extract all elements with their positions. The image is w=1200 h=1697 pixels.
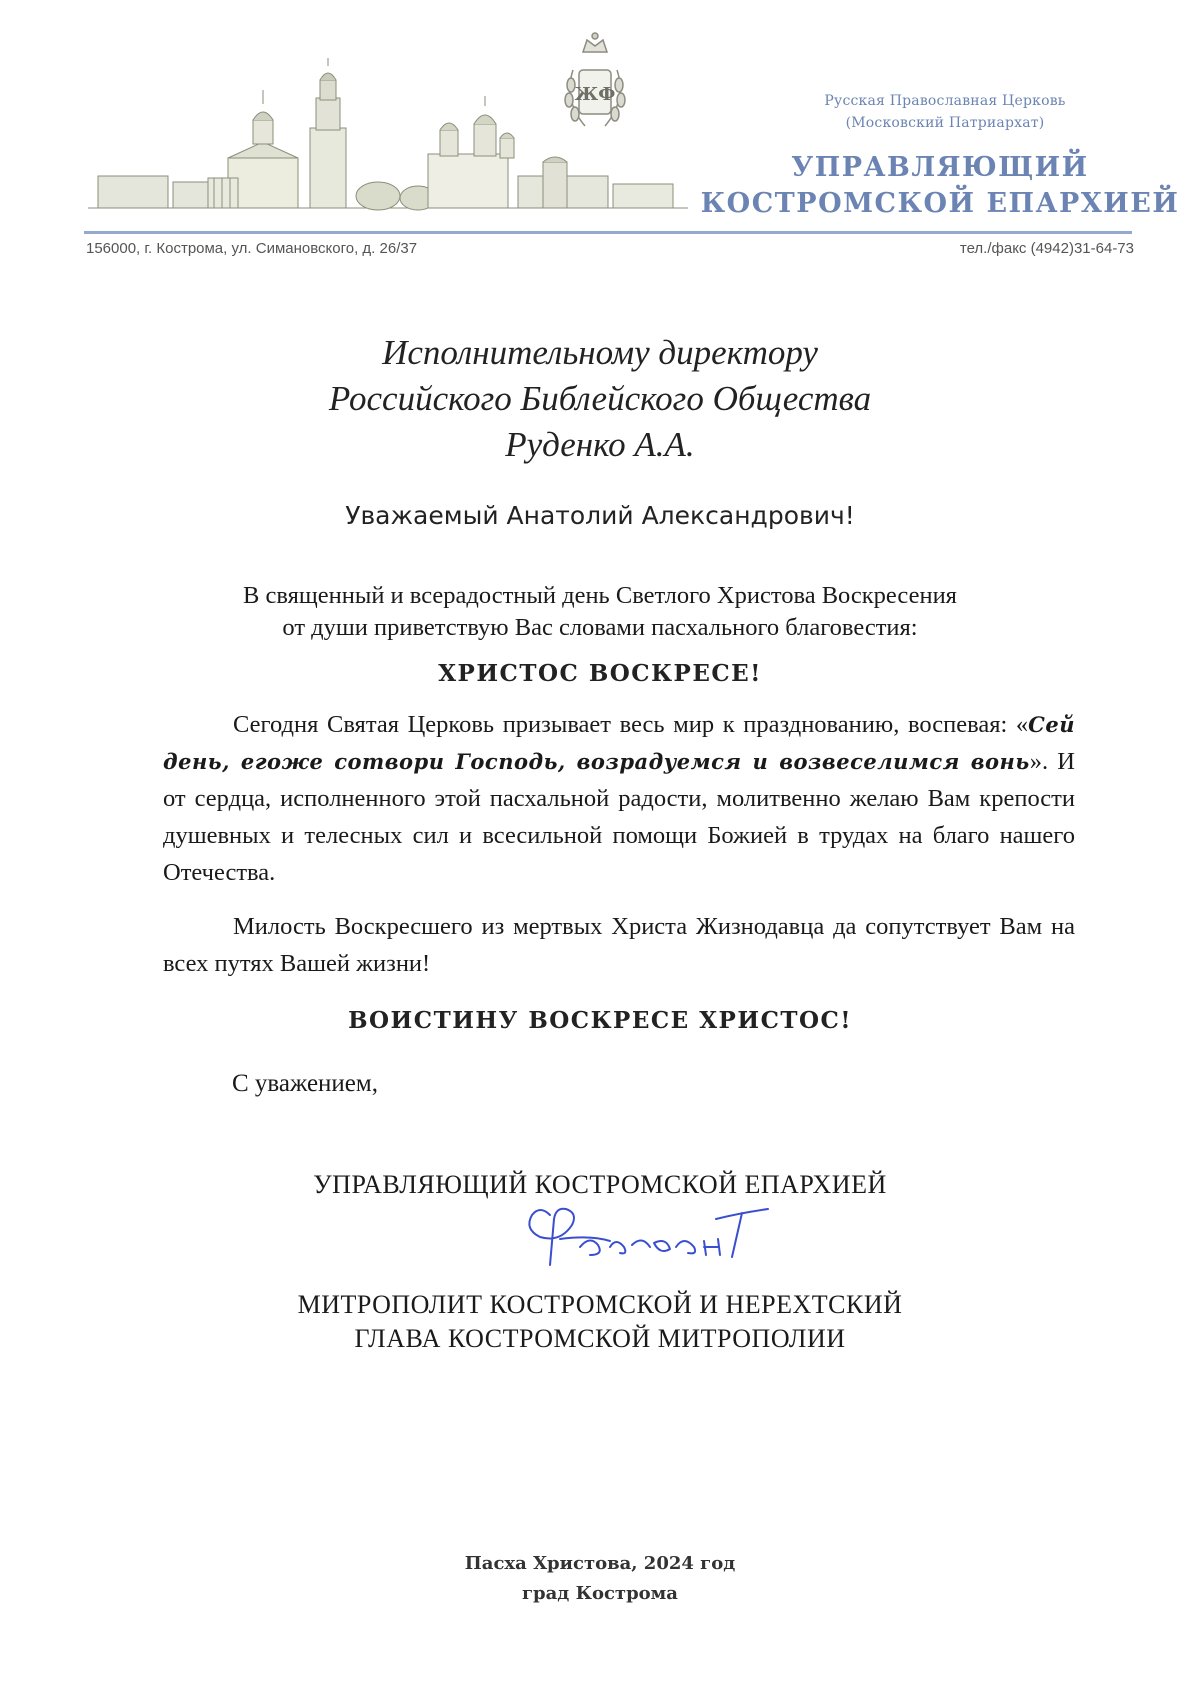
greeting-line1: В священный и всерадостный день Светлого Христова Воскресения <box>243 582 957 609</box>
addressee-block <box>0 330 1200 468</box>
paragraph-blessing-text: Милость Воскресшего из мертвых Христа Жизнодавца да сопутствует Вам на всех путях Вашей жизни! <box>163 913 1075 977</box>
church-name <box>795 90 1095 134</box>
letter-footer <box>0 1549 1200 1609</box>
letterhead-title-line2: КОСТРОМСКОЙ ЕПАРХИЕЙ <box>700 188 1180 219</box>
paragraph-celebration <box>163 706 1075 891</box>
footer-date: Пасха Христова, 2024 год <box>464 1553 736 1574</box>
letterhead-title-line1: УПРАВЛЯЮЩИЙ <box>791 152 1089 183</box>
paragraph-blessing <box>163 908 1075 982</box>
signatory-title: УПРАВЛЯЮЩИЙ КОСТРОМСКОЙ ЕПАРХИЕЙ <box>313 1170 887 1199</box>
emblem-monogram: ЖФ <box>574 84 616 105</box>
church-name-line1: Русская Православная Церковь <box>824 93 1066 109</box>
footer-place: град Кострома <box>522 1583 678 1604</box>
letterhead-phone: тел./факс (4942)31-64-73 <box>959 240 1134 257</box>
paschal-response: ВОИСТИНУ ВОСКРЕСЕ ХРИСТОС! <box>348 1007 852 1034</box>
church-name-line2: (Московский Патриархат) <box>845 115 1045 131</box>
addressee-line1: Исполнительному директору <box>382 333 818 372</box>
salutation: Уважаемый Анатолий Александрович! <box>345 501 855 530</box>
closing-phrase: С уважением, <box>232 1070 378 1097</box>
signatory-rank <box>0 1288 1200 1356</box>
signatory-rank-line2: ГЛАВА КОСТРОМСКОЙ МИТРОПОЛИИ <box>354 1324 846 1353</box>
greeting-line2: от души приветствую Вас словами пасхального благовестия: <box>282 614 918 641</box>
paschal-exclamation: ХРИСТОС ВОСКРЕСЕ! <box>438 660 762 687</box>
paragraph-celebration-start: Сегодня Святая Церковь призывает весь мир к празднованию, воспевая: « <box>233 711 1029 738</box>
letterhead-title <box>700 150 1180 222</box>
addressee-line2: Российского Библейского Общества <box>328 379 872 418</box>
signatory-rank-line1: МИТРОПОЛИТ КОСТРОМСКОЙ И НЕРЕХТСКИЙ <box>297 1290 903 1319</box>
diocese-emblem-icon <box>555 30 635 140</box>
paragraph-celebration-end: ». И от сердца, исполненного этой пасхальной радости, молитвенно желаю Вам крепости душевных и телесных сил и всесильной помощи Божией в трудах на благо нашего Отечества. <box>163 748 1075 886</box>
letterhead-address: 156000, г. Кострома, ул. Симановского, д. 26/37 <box>86 240 418 257</box>
paragraph-celebration-quote: Сей день, егоже сотвори Господь, возрадуемся и возвеселимся вонь <box>163 712 1075 774</box>
letterhead-divider <box>84 231 1132 234</box>
addressee-line3: Руденко А.А. <box>505 425 695 464</box>
handwritten-signature <box>520 1195 780 1275</box>
greeting-paragraph <box>0 580 1200 644</box>
